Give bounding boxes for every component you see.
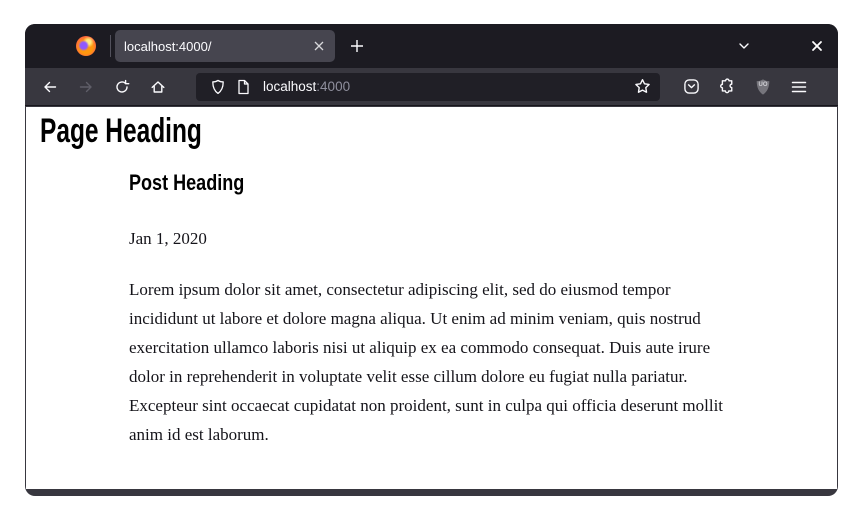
reload-icon: [114, 79, 130, 95]
firefox-logo-icon: [76, 36, 96, 56]
puzzle-piece-icon: [719, 78, 736, 95]
chevron-down-icon: [737, 39, 751, 53]
page-title: Page Heading: [40, 112, 202, 150]
page-info-icon[interactable]: [236, 79, 251, 95]
list-all-tabs-button[interactable]: [731, 33, 757, 59]
forward-arrow-icon: [78, 79, 94, 95]
forward-button[interactable]: [72, 73, 100, 101]
post-article: [129, 107, 733, 449]
ublock-label: UO: [758, 81, 768, 88]
post-date: Jan 1, 2020: [129, 229, 207, 248]
url-bar[interactable]: [196, 73, 660, 101]
back-arrow-icon: [42, 79, 58, 95]
hamburger-menu-icon: [791, 80, 807, 94]
close-icon: [314, 41, 324, 51]
url-host: localhost: [263, 79, 317, 94]
plus-icon: [350, 39, 364, 53]
window-close-button[interactable]: [804, 33, 830, 59]
browser-window: [25, 24, 838, 496]
menu-button[interactable]: [785, 73, 813, 101]
ublock-origin-button[interactable]: [749, 73, 777, 101]
tab-title: localhost:4000/: [124, 38, 212, 54]
tab-separator: [110, 35, 111, 57]
reload-button[interactable]: [108, 73, 136, 101]
home-icon: [150, 79, 166, 95]
close-icon: [811, 40, 823, 52]
bookmark-star-icon[interactable]: [634, 78, 651, 95]
tab-close-button[interactable]: [309, 36, 329, 56]
pocket-icon: [683, 78, 700, 95]
post-title: Post Heading: [129, 170, 245, 195]
pocket-button[interactable]: [677, 73, 705, 101]
back-button[interactable]: [36, 73, 64, 101]
new-tab-button[interactable]: [344, 33, 370, 59]
url-text[interactable]: [263, 79, 350, 94]
post-body: Lorem ipsum dolor sit amet, consectetur adipiscing elit, sed do eiusmod tempor incididunt ut labore et dolore magna aliqua. Ut enim ad minim veniam, quis nostrud exercitation ullamco laboris nisi ut aliquip ex ea commodo consequat. Duis aute irure dolor in reprehenderit in voluptate velit esse cillum dolore eu fugiat nulla pariatur. Excepteur sint occaecat cupidatat non proident, sunt in culpa qui officia deserunt mollit anim id est laborum.: [129, 280, 724, 444]
home-button[interactable]: [144, 73, 172, 101]
browser-tab[interactable]: [115, 30, 335, 62]
tab-bar: [25, 24, 838, 68]
tracking-protection-shield-icon[interactable]: [210, 79, 226, 95]
extensions-button[interactable]: [713, 73, 741, 101]
url-port: :4000: [316, 79, 351, 94]
page-content: [26, 107, 837, 489]
navigation-toolbar: [25, 68, 838, 106]
ublock-shield-icon: [754, 78, 772, 96]
